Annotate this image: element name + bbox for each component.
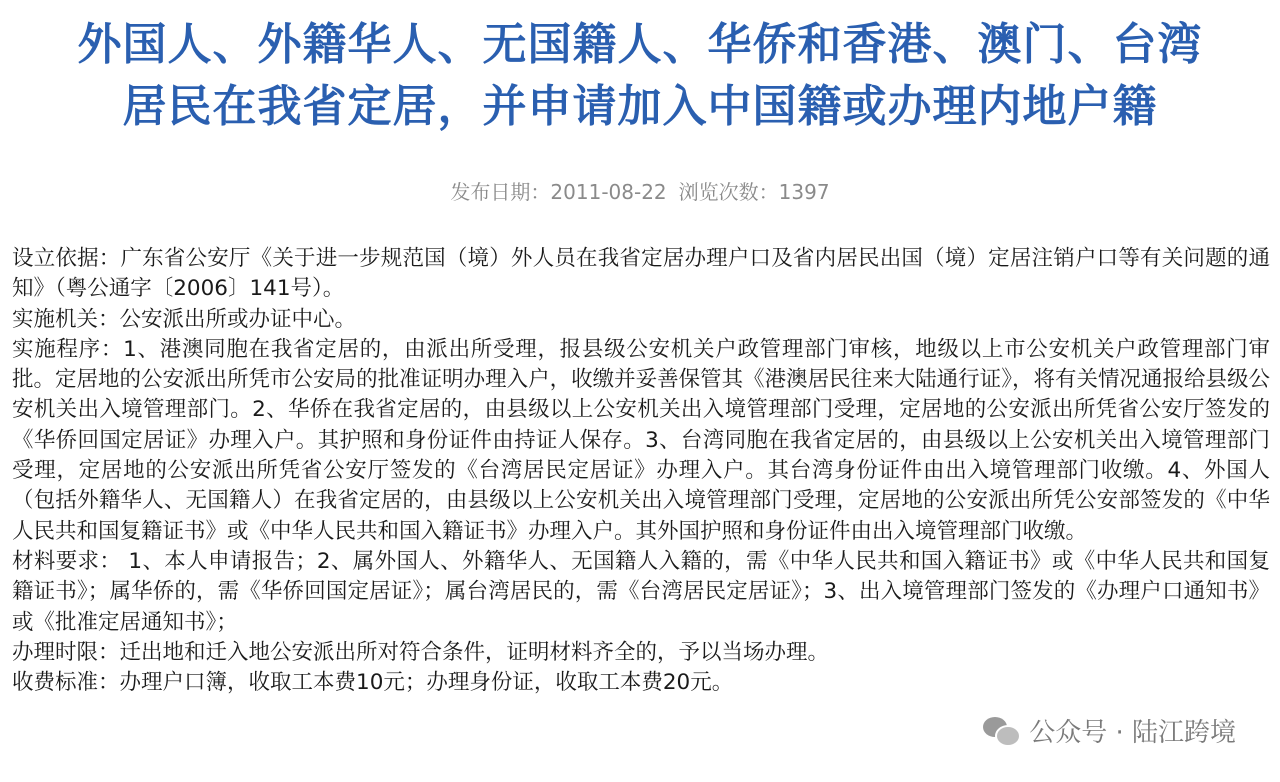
section-text: 公安派出所或办证中心。 [119, 306, 357, 332]
section-label: 设立依据： [12, 246, 121, 271]
title-line-1: 外国人、外籍华人、无国籍人、华侨和香港、澳门、台湾 [77, 19, 1203, 70]
page-title [0, 14, 1280, 138]
section-text: 1、港澳同胞在我省定居的，由派出所受理，报县级公安机关户政管理部门审核，地级以上市公安机关户政管理部门审批。定居地的公安派出所凭市公安局的批准证明办理入户，收缴并妥善保管其《港澳居民往来大陆通行证》，将有关情况通报给县级公安机关出入境管理部门。2、华侨在我省定居的，由县级以上公安机关出入境管理部门受理，定居地的公安派出所凭省公安厅签发的《华侨回国定居证》办理入户。其护照和身份证件由持证人保存。3、台湾同胞在我省定居的，由县级以上公安机关出入境管理部门受理，定居地的公安派出所凭省公安厅签发的《台湾居民定居证》办理入户。其台湾身份证件由出入境管理部门收缴。4、外国人（包括外籍华人、无国籍人）在我省定居的，由县级以上公安机关出入境管理部门受理，定居地的公安派出所凭公安部签发的《中华人民共和国复籍证书》或《中华人民共和国入籍证书》办理入户。其外国护照和身份证件由出入境管理部门收缴。 [12, 336, 1270, 544]
section-time-limit [12, 638, 1270, 668]
view-count: 浏览次数：1397 [678, 180, 830, 204]
section-fees [12, 668, 1270, 698]
watermark-text: 公众号 · 陆江跨境 [1029, 717, 1236, 748]
account-watermark [979, 710, 1240, 750]
section-label: 实施程序： [12, 336, 124, 362]
article-meta [0, 178, 1280, 206]
section-text: 办理户口簿，收取工本费10元；办理身份证，收取工本费20元。 [119, 670, 734, 696]
title-line-2: 居民在我省定居，并申请加入中国籍或办理内地户籍 [122, 81, 1158, 132]
article-body [12, 244, 1270, 698]
wechat-icon [983, 715, 1019, 745]
section-materials [12, 547, 1270, 638]
section-text: 1、本人申请报告；2、属外国人、外籍华人、无国籍人入籍的，需《中华人民共和国入籍证书》或《中华人民共和国复籍证书》；属华侨的，需《华侨回国定居证》；属台湾居民的，需《台湾居民定居证》；3、出入境管理部门签发的《办理户口通知书》或《批准定居通知书》； [12, 548, 1270, 635]
section-procedure [12, 335, 1270, 547]
publish-date: 发布日期：2011-08-22 [450, 180, 667, 204]
section-label: 办理时限： [12, 639, 120, 665]
section-label: 材料要求： [12, 548, 122, 574]
section-label: 收费标准： [12, 670, 120, 696]
section-authority [12, 305, 1270, 335]
section-label: 实施机关： [12, 306, 120, 332]
section-text: 广东省公安厅《关于进一步规范国（境）外人员在我省定居办理户口及省内居民出国（境）定居注销户口等有关问题的通知》（粤公通字〔2006〕141号）。 [12, 246, 1270, 302]
section-text: 迁出地和迁入地公安派出所对符合条件，证明材料齐全的，予以当场办理。 [119, 639, 830, 665]
section-basis [12, 244, 1270, 305]
